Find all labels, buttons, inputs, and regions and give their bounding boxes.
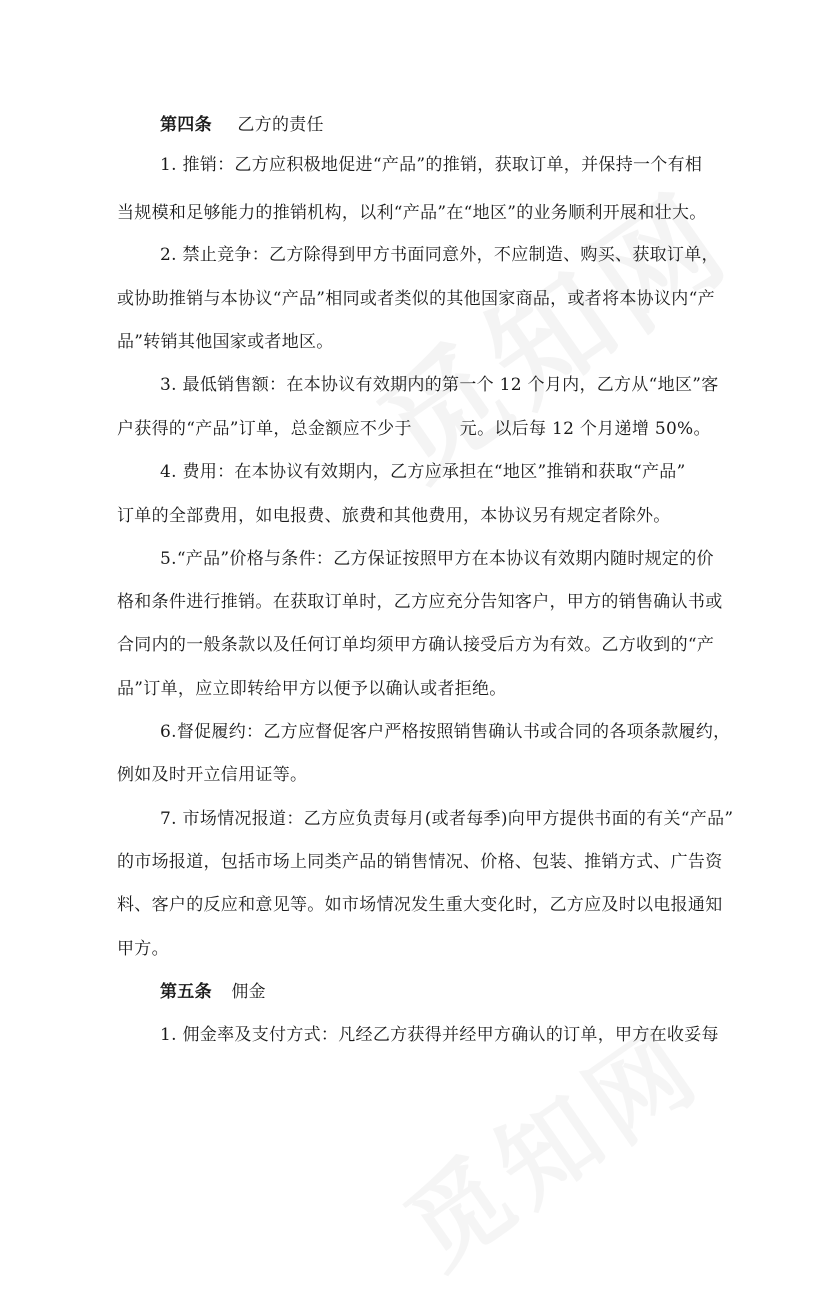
paragraph-line-with-blank	[117, 418, 711, 440]
paragraph-line: 甲方。	[117, 939, 169, 959]
amount-text-after: 元。以后每 12 个月递增 50%。	[459, 419, 711, 439]
paragraph-line: 品”订单，应立即转给甲方以便予以确认或者拒绝。	[117, 679, 507, 699]
amount-text-before: 户获得的“产品”订单，总金额应不少于	[117, 419, 412, 439]
paragraph-line: 6.督促履约：乙方应督促客户严格按照销售确认书或合同的各项条款履约，	[160, 722, 731, 742]
paragraph-line: 订单的全部费用，如电报费、旅费和其他费用，本协议另有规定者除外。	[117, 506, 671, 526]
paragraph-line: 7. 市场情况报道：乙方应负责每月(或者每季)向甲方提供书面的有关“产品”	[160, 809, 734, 829]
paragraph-line: 当规模和足够能力的推销机构，以利“产品”在“地区”的业务顺利开展和壮大。	[117, 203, 707, 223]
article-4-title: 乙方的责任	[237, 115, 324, 135]
article-5-heading	[160, 981, 266, 1003]
paragraph-line: 格和条件进行推销。在获取订单时，乙方应充分告知客户，甲方的销售确认书或	[117, 592, 723, 612]
paragraph-line: 的市场报道，包括市场上同类产品的销售情况、价格、包装、推销方式、广告资	[117, 852, 723, 872]
paragraph-line: 或协助推销与本协议“产品”相同或者类似的其他国家商品，或者将本协议内“产	[117, 289, 715, 309]
article-5-title: 佣金	[231, 982, 266, 1002]
paragraph-line: 料、客户的反应和意见等。如市场情况发生重大变化时，乙方应及时以电报通知	[117, 895, 723, 915]
article-4-heading	[160, 114, 324, 136]
paragraph-line: 1. 推销：乙方应积极地促进“产品”的推销，获取订单，并保持一个有相	[160, 155, 703, 175]
paragraph-line: 5.“产品”价格与条件：乙方保证按照甲方在本协议有效期内随时规定的价	[160, 549, 714, 569]
paragraph-line: 2. 禁止竞争：乙方除得到甲方书面同意外，不应制造、购买、获取订单，	[160, 245, 719, 265]
paragraph-line: 品”转销其他国家或者地区。	[117, 332, 334, 352]
article-5-number: 第五条	[160, 982, 212, 1002]
paragraph-line: 合同内的一般条款以及任何订单均须甲方确认接受后方为有效。乙方收到的“产	[117, 635, 715, 655]
paragraph-line: 1. 佣金率及支付方式：凡经乙方获得并经甲方确认的订单，甲方在收妥每	[160, 1025, 719, 1045]
article-4-number: 第四条	[160, 115, 212, 135]
paragraph-line: 3. 最低销售额：在本协议有效期内的第一个 12 个月内，乙方从“地区”客	[160, 375, 719, 395]
paragraph-line: 4. 费用：在本协议有效期内，乙方应承担在“地区”推销和获取“产品”	[160, 462, 686, 482]
paragraph-line: 例如及时开立信用证等。	[117, 765, 308, 785]
